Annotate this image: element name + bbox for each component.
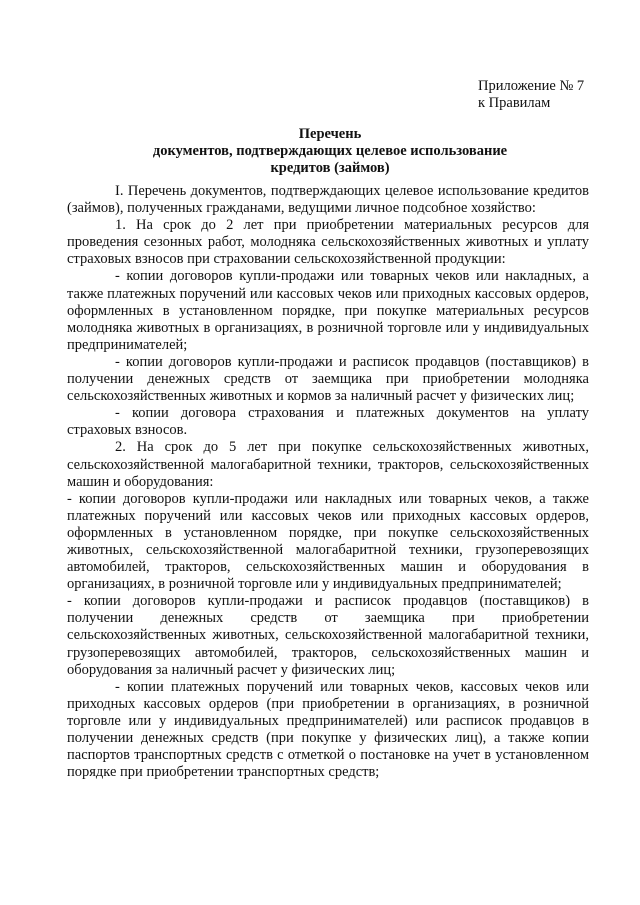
section-heading-paragraph: I. Перечень документов, подтверждающих целевое использование кредитов (займов), полученных гражданами, ведущими личное подсобное хозяйство: xyxy=(67,183,589,217)
item-1-bullet-2: - копии договоров купли-продажи и расписок продавцов (поставщиков) в получении денежных средств от заемщика при приобретении молодняка сельскохозяйственных животных и кормов за наличный расчет у физических лиц; xyxy=(67,353,589,405)
item-1-bullet-3: - копии договора страхования и платежных документов на уплату страховых взносов. xyxy=(67,405,589,439)
item-1-paragraph: 1. На срок до 2 лет при приобретении материальных ресурсов для проведения сезонных работ, молодняка сельскохозяйственных животных и уплату страховых взносов при страховании сельскохозяйственной продукции: xyxy=(67,217,589,268)
title-line-1: Перечень xyxy=(298,126,362,142)
item-2-bullet-2: - копии договоров купли-продажи и расписок продавцов (поставщиков) в получении денежных средств от заемщика при приобретении сельскохозяйственных животных, сельскохозяйственной малогабаритной техники, грузоперевозящих автомобилей, тракторов, сельскохозяйственных машин и оборудования за наличный расчет у физических лиц; xyxy=(67,593,589,678)
document-title xyxy=(60,126,600,177)
item-1-bullet-1: - копии договоров купли-продажи или товарных чеков или накладных, а также платежных поручений или кассовых чеков или приходных кассовых ордеров, оформленных в установленном порядке, при покупке материальных ресурсов молодняка животных в организациях, в розничной торговле или у индивидуальных предпринимателей; xyxy=(67,268,589,353)
item-2-bullet-3: - копии платежных поручений или товарных чеков, кассовых чеков или приходных кассовых ордеров (при приобретении в организациях, в розничной торговле или у индивидуальных предпринимателей) или расписок продавцов в получении денежных средств (при покупке у физических лиц), а также копии паспортов транспортных средств с отметкой о постановке на учет в установленном порядке при приобретении транспортных средств; xyxy=(67,678,589,781)
document-body xyxy=(67,183,589,781)
item-2-bullet-1: - копии договоров купли-продажи или накладных или товарных чеков, а также платежных поручений или кассовых чеков или приходных кассовых ордеров, оформленных в установленном порядке, при покупке сельскохозяйственных животных, сельскохозяйственной малогабаритной техники, грузоперевозящих автомобилей, тракторов, сельскохозяйственных машин и оборудования в организациях, в розничной торговле или у индивидуальных предпринимателей; xyxy=(67,490,589,593)
appendix-line-2: к Правилам xyxy=(478,95,551,111)
title-line-3: кредитов (займов) xyxy=(270,160,390,176)
item-2-paragraph: 2. На срок до 5 лет при покупке сельскохозяйственных животных, сельскохозяйственной малогабаритной техники, тракторов, сельскохозяйственных машин и оборудования: xyxy=(67,439,589,490)
appendix-line-1: Приложение № 7 xyxy=(478,78,585,94)
appendix-reference xyxy=(478,78,584,112)
title-line-2: документов, подтверждающих целевое использование xyxy=(152,143,508,159)
